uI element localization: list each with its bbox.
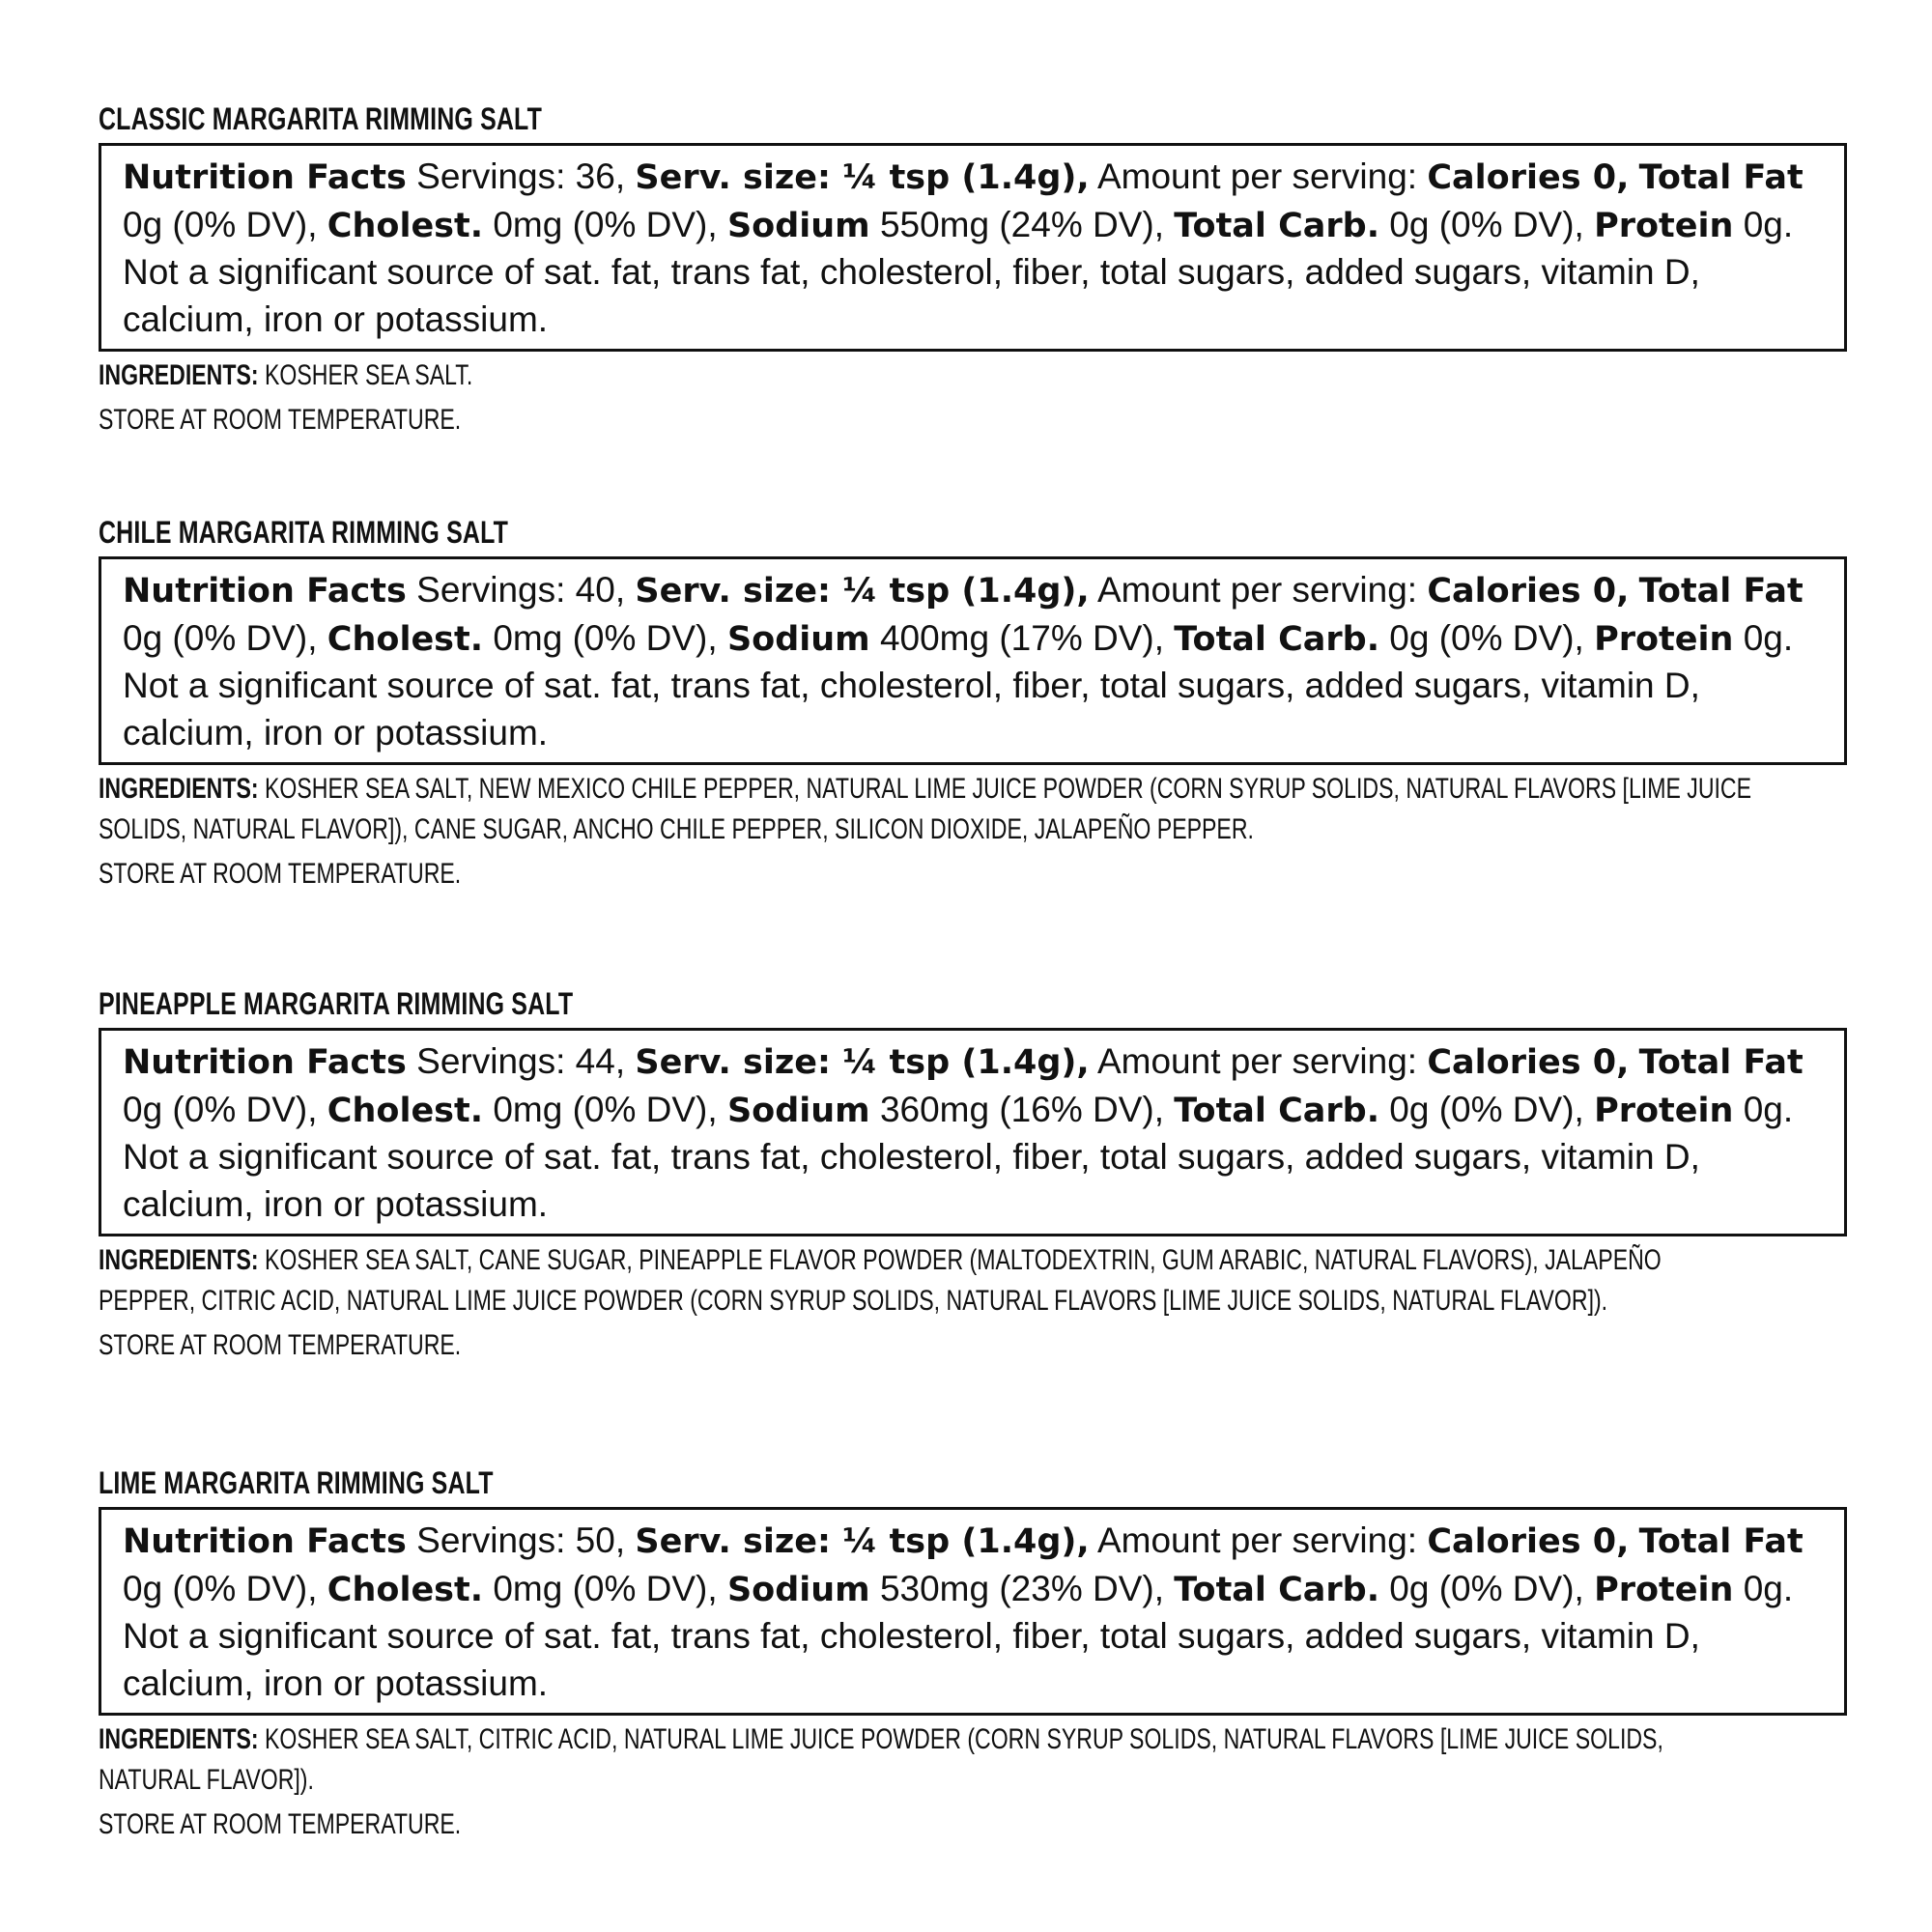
total-carb-label: Total Carb.: [1174, 206, 1380, 245]
cholesterol-label: Cholest.: [327, 1091, 484, 1130]
amount-text: Amount per serving:: [1096, 1520, 1418, 1560]
ingredients-text: SOLIDS, NATURAL FLAVOR]), CANE SUGAR, ANCHO CHILE PEPPER, SILICON DIOXIDE, JALAPEÑO PEPPER.: [99, 813, 1254, 845]
ingredients-text: NATURAL FLAVOR]).: [99, 1764, 314, 1796]
total-fat-label: Total Fat: [1638, 1043, 1804, 1082]
facts-note: Not a significant source of sat. fat, trans fat, cholesterol, fiber, total sugars, added sugars, vitamin D, calcium, iron or potassium.: [123, 666, 1700, 753]
ingredients-label: INGREDIENTS:: [99, 773, 259, 805]
product-title: PINEAPPLE MARGARITA RIMMING SALT: [99, 986, 574, 1021]
product-chile: [99, 514, 1847, 895]
ingredients-line: [99, 810, 1847, 850]
sodium-label: Sodium: [726, 206, 870, 245]
facts-label: Nutrition Facts: [123, 572, 407, 611]
nutrition-facts-box: [99, 1028, 1847, 1236]
total-fat-value: 0g (0% DV),: [123, 204, 318, 244]
product-title: LIME MARGARITA RIMMING SALT: [99, 1465, 494, 1500]
product-classic: [99, 100, 1847, 440]
servings-text: Servings: 36,: [416, 156, 626, 196]
ingredients: [99, 1240, 1847, 1321]
ingredients-label: INGREDIENTS:: [99, 359, 259, 391]
cholesterol-value: 0mg (0% DV),: [493, 1089, 718, 1129]
total-fat-value: 0g (0% DV),: [123, 617, 318, 658]
total-carb-value: 0g (0% DV),: [1389, 204, 1584, 244]
facts-note: Not a significant source of sat. fat, trans fat, cholesterol, fiber, total sugars, added sugars, vitamin D, calcium, iron or potassium.: [123, 1616, 1700, 1703]
total-carb-label: Total Carb.: [1174, 619, 1380, 659]
cholesterol-label: Cholest.: [327, 1570, 484, 1609]
ingredients-text: KOSHER SEA SALT, CANE SUGAR, PINEAPPLE FLAVOR POWDER (MALTODEXTRIN, GUM ARABIC, NATURAL FLAVORS), JALAPEÑO: [264, 1244, 1662, 1276]
amount-text: Amount per serving:: [1096, 1041, 1418, 1081]
product-lime: [99, 1464, 1847, 1845]
protein-label: Protein: [1594, 1570, 1734, 1609]
cholesterol-label: Cholest.: [327, 619, 484, 659]
cholesterol-label: Cholest.: [327, 206, 484, 245]
facts-note: Not a significant source of sat. fat, trans fat, cholesterol, fiber, total sugars, added sugars, vitamin D, calcium, iron or potassium.: [123, 1137, 1700, 1224]
total-carb-value: 0g (0% DV),: [1389, 1089, 1584, 1129]
ingredients-text: KOSHER SEA SALT, CITRIC ACID, NATURAL LIME JUICE POWDER (CORN SYRUP SOLIDS, NATURAL FLAVORS [LIME JUICE SOLIDS,: [264, 1723, 1663, 1755]
ingredients: [99, 1719, 1847, 1801]
sodium-value: 360mg (16% DV),: [879, 1089, 1165, 1129]
total-fat-label: Total Fat: [1638, 1522, 1804, 1561]
servings-text: Servings: 44,: [416, 1041, 626, 1081]
nutrition-facts-box: [99, 143, 1847, 352]
storage-instructions: STORE AT ROOM TEMPERATURE.: [99, 1808, 462, 1840]
ingredients-line: [99, 1719, 1847, 1760]
ingredients-line: [99, 355, 1847, 396]
product-title: CHILE MARGARITA RIMMING SALT: [99, 515, 509, 550]
storage-instructions: STORE AT ROOM TEMPERATURE.: [99, 404, 462, 436]
ingredients-line: [99, 1281, 1847, 1321]
total-carb-label: Total Carb.: [1174, 1570, 1380, 1609]
ingredients-text: KOSHER SEA SALT, NEW MEXICO CHILE PEPPER, NATURAL LIME JUICE POWDER (CORN SYRUP SOLIDS, NATURAL FLAVORS [LIME JUICE: [264, 773, 1752, 805]
serving-size-label: Serv. size: ¼ tsp (1.4g),: [635, 1043, 1090, 1082]
ingredients-line: [99, 1240, 1847, 1281]
sodium-label: Sodium: [726, 619, 870, 659]
servings-text: Servings: 50,: [416, 1520, 626, 1560]
calories-label: Calories 0,: [1427, 1043, 1630, 1082]
sodium-label: Sodium: [726, 1570, 870, 1609]
ingredients-line: [99, 1760, 1847, 1801]
servings-text: Servings: 40,: [416, 570, 626, 610]
amount-text: Amount per serving:: [1096, 570, 1418, 610]
facts-label: Nutrition Facts: [123, 1043, 407, 1082]
product-title: CLASSIC MARGARITA RIMMING SALT: [99, 101, 543, 136]
facts-label: Nutrition Facts: [123, 1522, 407, 1561]
ingredients-line: [99, 769, 1847, 810]
ingredients: [99, 355, 1847, 396]
nutrition-facts-box: [99, 1507, 1847, 1716]
sodium-label: Sodium: [726, 1091, 870, 1130]
product-pineapple: [99, 985, 1847, 1366]
total-carb-value: 0g (0% DV),: [1389, 1568, 1584, 1608]
protein-value: 0g.: [1743, 617, 1794, 658]
total-fat-label: Total Fat: [1638, 572, 1804, 611]
protein-value: 0g.: [1743, 1089, 1794, 1129]
cholesterol-value: 0mg (0% DV),: [493, 204, 718, 244]
total-fat-label: Total Fat: [1638, 158, 1804, 197]
ingredients-label: INGREDIENTS:: [99, 1244, 259, 1276]
total-fat-value: 0g (0% DV),: [123, 1089, 318, 1129]
calories-label: Calories 0,: [1427, 158, 1630, 197]
calories-label: Calories 0,: [1427, 1522, 1630, 1561]
total-fat-value: 0g (0% DV),: [123, 1568, 318, 1608]
serving-size-label: Serv. size: ¼ tsp (1.4g),: [635, 158, 1090, 197]
protein-label: Protein: [1594, 206, 1734, 245]
protein-label: Protein: [1594, 1091, 1734, 1130]
cholesterol-value: 0mg (0% DV),: [493, 1568, 718, 1608]
facts-label: Nutrition Facts: [123, 158, 407, 197]
storage-instructions: STORE AT ROOM TEMPERATURE.: [99, 1329, 462, 1361]
nutrition-facts-box: [99, 556, 1847, 765]
cholesterol-value: 0mg (0% DV),: [493, 617, 718, 658]
ingredients-text: PEPPER, CITRIC ACID, NATURAL LIME JUICE POWDER (CORN SYRUP SOLIDS, NATURAL FLAVORS [LIME JUICE SOLIDS, NATURAL FLAVOR]).: [99, 1285, 1608, 1317]
facts-note: Not a significant source of sat. fat, trans fat, cholesterol, fiber, total sugars, added sugars, vitamin D, calcium, iron or potassium.: [123, 252, 1700, 339]
protein-label: Protein: [1594, 619, 1734, 659]
amount-text: Amount per serving:: [1096, 156, 1418, 196]
protein-value: 0g.: [1743, 1568, 1794, 1608]
total-carb-label: Total Carb.: [1174, 1091, 1380, 1130]
serving-size-label: Serv. size: ¼ tsp (1.4g),: [635, 1522, 1090, 1561]
storage-instructions: STORE AT ROOM TEMPERATURE.: [99, 858, 462, 890]
sodium-value: 530mg (23% DV),: [879, 1568, 1165, 1608]
sodium-value: 400mg (17% DV),: [879, 617, 1165, 658]
calories-label: Calories 0,: [1427, 572, 1630, 611]
total-carb-value: 0g (0% DV),: [1389, 617, 1584, 658]
ingredients: [99, 769, 1847, 850]
ingredients-text: KOSHER SEA SALT.: [264, 359, 473, 391]
sodium-value: 550mg (24% DV),: [879, 204, 1165, 244]
ingredients-label: INGREDIENTS:: [99, 1723, 259, 1755]
serving-size-label: Serv. size: ¼ tsp (1.4g),: [635, 572, 1090, 611]
protein-value: 0g.: [1743, 204, 1794, 244]
